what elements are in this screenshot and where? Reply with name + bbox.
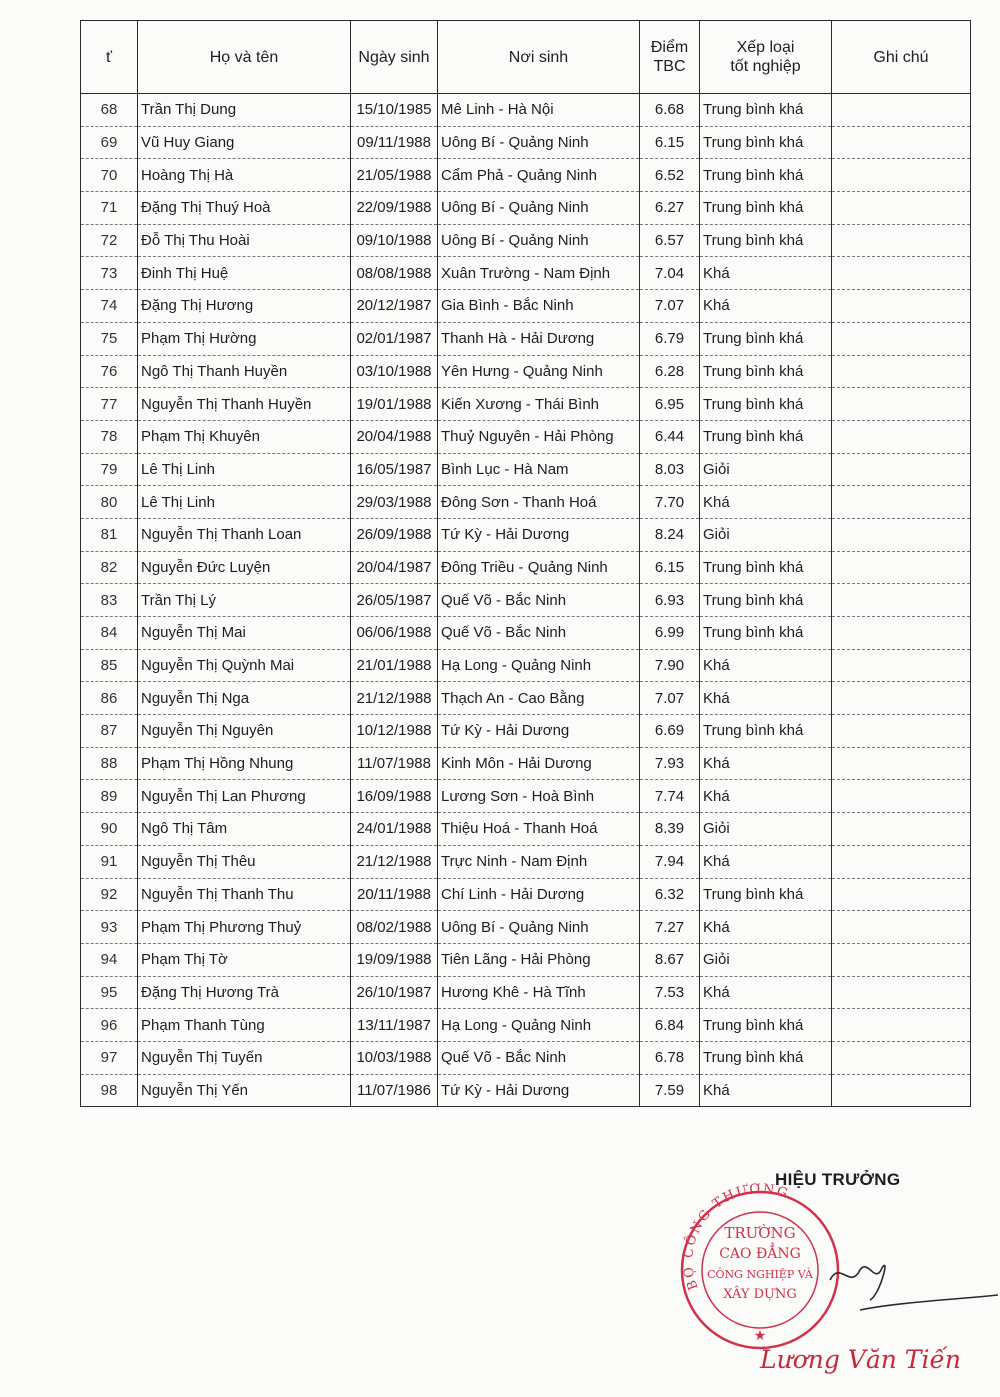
cell-rank: Khá	[700, 682, 832, 715]
cell-stt: 70	[81, 159, 138, 192]
cell-rank: Trung bình khá	[700, 192, 832, 225]
cell-place: Bình Lục - Hà Nam	[438, 453, 640, 486]
cell-place: Thuỷ Nguyên - Hải Phòng	[438, 420, 640, 453]
cell-rank: Trung bình khá	[700, 1009, 832, 1042]
cell-dob: 11/07/1988	[351, 747, 438, 780]
cell-stt: 85	[81, 649, 138, 682]
table-row	[81, 1041, 971, 1074]
cell-place: Tứ Kỳ - Hải Dương	[438, 1074, 640, 1107]
header-note: Ghi chú	[832, 21, 971, 94]
cell-name: Đặng Thị Hương	[138, 290, 351, 323]
cell-dob: 20/11/1988	[351, 878, 438, 911]
table-row	[81, 715, 971, 748]
cell-dob: 29/03/1988	[351, 486, 438, 519]
cell-place: Tứ Kỳ - Hải Dương	[438, 518, 640, 551]
stamp-line1: TRƯỜNG	[724, 1224, 796, 1242]
cell-name: Ngô Thị Thanh Huyền	[138, 355, 351, 388]
cell-rank: Khá	[700, 976, 832, 1009]
stamp-star-icon: ★	[753, 1327, 767, 1343]
cell-place: Mê Linh - Hà Nội	[438, 94, 640, 127]
cell-rank: Khá	[700, 911, 832, 944]
table-row	[81, 813, 971, 846]
cell-stt: 92	[81, 878, 138, 911]
header-rank-line1: Xếp loại	[736, 39, 795, 56]
cell-dob: 26/10/1987	[351, 976, 438, 1009]
cell-score: 6.78	[640, 1041, 700, 1074]
header-score-line1: Điểm	[650, 39, 689, 56]
cell-note	[832, 94, 971, 127]
cell-score: 6.52	[640, 159, 700, 192]
cell-name: Lê Thị Linh	[138, 453, 351, 486]
table-row	[81, 192, 971, 225]
cell-name: Nguyễn Thị Tuyến	[138, 1041, 351, 1074]
cell-dob: 20/04/1987	[351, 551, 438, 584]
cell-score: 6.79	[640, 322, 700, 355]
cell-name: Trần Thị Dung	[138, 94, 351, 127]
cell-stt: 76	[81, 355, 138, 388]
cell-score: 6.32	[640, 878, 700, 911]
cell-score: 7.53	[640, 976, 700, 1009]
cell-stt: 80	[81, 486, 138, 519]
signature-title: HIỆU TRƯỞNG	[775, 1170, 901, 1189]
cell-note	[832, 1041, 971, 1074]
cell-dob: 10/03/1988	[351, 1041, 438, 1074]
cell-dob: 11/07/1986	[351, 1074, 438, 1107]
table-row	[81, 290, 971, 323]
cell-name: Nguyễn Thị Yến	[138, 1074, 351, 1107]
cell-rank: Trung bình khá	[700, 322, 832, 355]
cell-stt: 78	[81, 420, 138, 453]
cell-rank: Trung bình khá	[700, 355, 832, 388]
header-place: Nơi sinh	[438, 21, 640, 94]
cell-dob: 09/11/1988	[351, 126, 438, 159]
cell-rank: Giỏi	[700, 518, 832, 551]
cell-name: Đặng Thị Hương Trà	[138, 976, 351, 1009]
table-row	[81, 94, 971, 127]
header-score	[640, 21, 700, 94]
cell-name: Đỗ Thị Thu Hoài	[138, 224, 351, 257]
cell-place: Uông Bí - Quảng Ninh	[438, 192, 640, 225]
cell-rank: Trung bình khá	[700, 551, 832, 584]
cell-name: Nguyễn Thị Thanh Loan	[138, 518, 351, 551]
table-row	[81, 420, 971, 453]
cell-dob: 03/10/1988	[351, 355, 438, 388]
cell-stt: 97	[81, 1041, 138, 1074]
cell-dob: 19/01/1988	[351, 388, 438, 421]
cell-stt: 89	[81, 780, 138, 813]
table-row	[81, 159, 971, 192]
cell-name: Hoàng Thị Hà	[138, 159, 351, 192]
cell-score: 7.59	[640, 1074, 700, 1107]
cell-note	[832, 257, 971, 290]
cell-note	[832, 715, 971, 748]
cell-place: Gia Bình - Bắc Ninh	[438, 290, 640, 323]
cell-stt: 86	[81, 682, 138, 715]
cell-name: Nguyễn Thị Thanh Huyền	[138, 388, 351, 421]
table-row	[81, 1009, 971, 1042]
cell-dob: 13/11/1987	[351, 1009, 438, 1042]
cell-place: Thiệu Hoá - Thanh Hoá	[438, 813, 640, 846]
cell-rank: Trung bình khá	[700, 1041, 832, 1074]
cell-note	[832, 420, 971, 453]
cell-score: 7.07	[640, 290, 700, 323]
table-row	[81, 780, 971, 813]
cell-place: Quế Võ - Bắc Ninh	[438, 584, 640, 617]
cell-rank: Khá	[700, 486, 832, 519]
cell-name: Phạm Thị Tờ	[138, 943, 351, 976]
cell-score: 7.74	[640, 780, 700, 813]
stamp-line2: CAO ĐẲNG	[719, 1246, 801, 1262]
cell-place: Yên Hưng - Quảng Ninh	[438, 355, 640, 388]
cell-stt: 84	[81, 617, 138, 650]
table-row	[81, 322, 971, 355]
cell-place: Trực Ninh - Nam Định	[438, 845, 640, 878]
cell-score: 7.07	[640, 682, 700, 715]
cell-rank: Trung bình khá	[700, 878, 832, 911]
header-score-line2: TBC	[653, 58, 686, 75]
cell-rank: Khá	[700, 290, 832, 323]
cell-name: Phạm Thị Khuyên	[138, 420, 351, 453]
cell-dob: 16/05/1987	[351, 453, 438, 486]
cell-name: Nguyễn Thị Quỳnh Mai	[138, 649, 351, 682]
table-header	[81, 21, 971, 94]
table-body	[81, 94, 971, 1107]
cell-rank: Trung bình khá	[700, 584, 832, 617]
cell-dob: 09/10/1988	[351, 224, 438, 257]
table-row	[81, 911, 971, 944]
cell-score: 6.99	[640, 617, 700, 650]
cell-rank: Trung bình khá	[700, 617, 832, 650]
table-row	[81, 1074, 971, 1107]
cell-score: 6.27	[640, 192, 700, 225]
cell-name: Phạm Thị Phương Thuỷ	[138, 911, 351, 944]
cell-place: Kiến Xương - Thái Bình	[438, 388, 640, 421]
cell-dob: 02/01/1987	[351, 322, 438, 355]
cell-rank: Khá	[700, 780, 832, 813]
cell-note	[832, 976, 971, 1009]
cell-rank: Giỏi	[700, 813, 832, 846]
cell-score: 7.27	[640, 911, 700, 944]
cell-stt: 91	[81, 845, 138, 878]
cell-place: Chí Linh - Hải Dương	[438, 878, 640, 911]
cell-place: Thanh Hà - Hải Dương	[438, 322, 640, 355]
cell-dob: 26/09/1988	[351, 518, 438, 551]
cell-stt: 73	[81, 257, 138, 290]
cell-rank: Trung bình khá	[700, 224, 832, 257]
cell-place: Quế Võ - Bắc Ninh	[438, 1041, 640, 1074]
cell-dob: 15/10/1985	[351, 94, 438, 127]
cell-stt: 77	[81, 388, 138, 421]
cell-rank: Trung bình khá	[700, 388, 832, 421]
cell-dob: 08/08/1988	[351, 257, 438, 290]
cell-rank: Khá	[700, 845, 832, 878]
cell-name: Nguyễn Thị Thêu	[138, 845, 351, 878]
cell-score: 8.03	[640, 453, 700, 486]
table-row	[81, 257, 971, 290]
cell-dob: 21/05/1988	[351, 159, 438, 192]
header-rank-line2: tốt nghiệp	[730, 58, 801, 75]
cell-score: 6.69	[640, 715, 700, 748]
graduation-list-table	[80, 20, 971, 1107]
stamp-line4: XÂY DỰNG	[723, 1287, 797, 1302]
header-name: Họ và tên	[138, 21, 351, 94]
table-row	[81, 845, 971, 878]
table-row	[81, 747, 971, 780]
cell-stt: 71	[81, 192, 138, 225]
cell-rank: Giỏi	[700, 453, 832, 486]
cell-dob: 21/12/1988	[351, 845, 438, 878]
cell-place: Hương Khê - Hà Tĩnh	[438, 976, 640, 1009]
cell-score: 8.39	[640, 813, 700, 846]
cell-note	[832, 224, 971, 257]
header-row	[81, 21, 971, 94]
cell-note	[832, 617, 971, 650]
cell-stt: 68	[81, 94, 138, 127]
cell-note	[832, 747, 971, 780]
cell-rank: Khá	[700, 747, 832, 780]
table-row	[81, 617, 971, 650]
cell-place: Tiên Lãng - Hải Phòng	[438, 943, 640, 976]
cell-note	[832, 584, 971, 617]
cell-note	[832, 1009, 971, 1042]
cell-dob: 26/05/1987	[351, 584, 438, 617]
cell-rank: Trung bình khá	[700, 94, 832, 127]
stamp-ring-text: BỘ CÔNG THƯƠNG	[681, 1181, 792, 1292]
header-stt: ť	[81, 21, 138, 94]
cell-stt: 93	[81, 911, 138, 944]
cell-score: 6.93	[640, 584, 700, 617]
table-row	[81, 878, 971, 911]
cell-note	[832, 682, 971, 715]
cell-score: 7.70	[640, 486, 700, 519]
cell-name: Đặng Thị Thuý Hoà	[138, 192, 351, 225]
cell-name: Phạm Thị Hường	[138, 322, 351, 355]
cell-dob: 22/09/1988	[351, 192, 438, 225]
cell-dob: 20/12/1987	[351, 290, 438, 323]
cell-stt: 83	[81, 584, 138, 617]
cell-name: Ngô Thị Tâm	[138, 813, 351, 846]
cell-note	[832, 355, 971, 388]
cell-score: 6.95	[640, 388, 700, 421]
cell-stt: 94	[81, 943, 138, 976]
table-row	[81, 355, 971, 388]
cell-note	[832, 290, 971, 323]
cell-note	[832, 192, 971, 225]
header-rank	[700, 21, 832, 94]
table-row	[81, 453, 971, 486]
cell-place: Uông Bí - Quảng Ninh	[438, 224, 640, 257]
cell-note	[832, 126, 971, 159]
table-row	[81, 224, 971, 257]
cell-note	[832, 551, 971, 584]
cell-name: Nguyễn Thị Lan Phương	[138, 780, 351, 813]
cell-rank: Giỏi	[700, 943, 832, 976]
cell-dob: 20/04/1988	[351, 420, 438, 453]
table-row	[81, 518, 971, 551]
cell-stt: 95	[81, 976, 138, 1009]
cell-place: Đông Sơn - Thanh Hoá	[438, 486, 640, 519]
cell-name: Đinh Thị Huệ	[138, 257, 351, 290]
table-row	[81, 486, 971, 519]
cell-note	[832, 878, 971, 911]
cell-note	[832, 159, 971, 192]
cell-score: 6.68	[640, 94, 700, 127]
graduation-list-table-wrapper	[80, 20, 970, 1107]
cell-rank: Khá	[700, 649, 832, 682]
cell-place: Lương Sơn - Hoà Bình	[438, 780, 640, 813]
cell-place: Hạ Long - Quảng Ninh	[438, 649, 640, 682]
cell-stt: 82	[81, 551, 138, 584]
cell-score: 7.93	[640, 747, 700, 780]
cell-stt: 88	[81, 747, 138, 780]
cell-score: 8.24	[640, 518, 700, 551]
cell-score: 6.84	[640, 1009, 700, 1042]
cell-place: Đông Triều - Quảng Ninh	[438, 551, 640, 584]
cell-stt: 72	[81, 224, 138, 257]
cell-rank: Khá	[700, 1074, 832, 1107]
cell-name: Lê Thị Linh	[138, 486, 351, 519]
cell-stt: 96	[81, 1009, 138, 1042]
cell-stt: 75	[81, 322, 138, 355]
cell-score: 7.04	[640, 257, 700, 290]
cell-name: Phạm Thanh Tùng	[138, 1009, 351, 1042]
cell-stt: 81	[81, 518, 138, 551]
cell-score: 6.57	[640, 224, 700, 257]
cell-name: Nguyễn Đức Luyện	[138, 551, 351, 584]
table-row	[81, 584, 971, 617]
handwritten-signature-stroke	[820, 1240, 1000, 1320]
cell-stt: 79	[81, 453, 138, 486]
signer-name: Lương Văn Tiến	[760, 1345, 961, 1374]
cell-dob: 24/01/1988	[351, 813, 438, 846]
cell-place: Thạch An - Cao Bằng	[438, 682, 640, 715]
cell-dob: 19/09/1988	[351, 943, 438, 976]
cell-note	[832, 780, 971, 813]
header-dob: Ngày sinh	[351, 21, 438, 94]
cell-name: Nguyễn Thị Mai	[138, 617, 351, 650]
cell-stt: 74	[81, 290, 138, 323]
cell-score: 7.94	[640, 845, 700, 878]
cell-score: 6.15	[640, 126, 700, 159]
cell-dob: 10/12/1988	[351, 715, 438, 748]
cell-note	[832, 1074, 971, 1107]
cell-name: Nguyễn Thị Nguyên	[138, 715, 351, 748]
cell-name: Trần Thị Lý	[138, 584, 351, 617]
stamp-line3: CÔNG NGHIỆP VÀ	[707, 1268, 813, 1281]
cell-note	[832, 486, 971, 519]
cell-rank: Trung bình khá	[700, 159, 832, 192]
cell-note	[832, 911, 971, 944]
cell-note	[832, 813, 971, 846]
cell-place: Hạ Long - Quảng Ninh	[438, 1009, 640, 1042]
table-row	[81, 976, 971, 1009]
cell-place: Kinh Môn - Hải Dương	[438, 747, 640, 780]
cell-stt: 69	[81, 126, 138, 159]
cell-note	[832, 388, 971, 421]
cell-name: Phạm Thị Hồng Nhung	[138, 747, 351, 780]
cell-name: Nguyễn Thị Nga	[138, 682, 351, 715]
cell-note	[832, 518, 971, 551]
table-row	[81, 649, 971, 682]
cell-note	[832, 845, 971, 878]
cell-rank: Trung bình khá	[700, 715, 832, 748]
cell-rank: Trung bình khá	[700, 420, 832, 453]
cell-dob: 21/12/1988	[351, 682, 438, 715]
table-row	[81, 388, 971, 421]
cell-place: Uông Bí - Quảng Ninh	[438, 911, 640, 944]
cell-stt: 98	[81, 1074, 138, 1107]
cell-place: Cẩm Phả - Quảng Ninh	[438, 159, 640, 192]
cell-dob: 06/06/1988	[351, 617, 438, 650]
cell-score: 6.28	[640, 355, 700, 388]
cell-name: Nguyễn Thị Thanh Thu	[138, 878, 351, 911]
cell-place: Uông Bí - Quảng Ninh	[438, 126, 640, 159]
table-row	[81, 682, 971, 715]
table-row	[81, 943, 971, 976]
cell-stt: 87	[81, 715, 138, 748]
cell-note	[832, 649, 971, 682]
cell-score: 7.90	[640, 649, 700, 682]
cell-dob: 16/09/1988	[351, 780, 438, 813]
cell-name: Vũ Huy Giang	[138, 126, 351, 159]
cell-dob: 21/01/1988	[351, 649, 438, 682]
cell-place: Xuân Trường - Nam Định	[438, 257, 640, 290]
cell-note	[832, 943, 971, 976]
cell-stt: 90	[81, 813, 138, 846]
school-stamp	[676, 1178, 844, 1368]
cell-score: 6.44	[640, 420, 700, 453]
cell-note	[832, 322, 971, 355]
cell-note	[832, 453, 971, 486]
table-row	[81, 551, 971, 584]
cell-score: 6.15	[640, 551, 700, 584]
cell-dob: 08/02/1988	[351, 911, 438, 944]
table-row	[81, 126, 971, 159]
cell-place: Quế Võ - Bắc Ninh	[438, 617, 640, 650]
cell-rank: Trung bình khá	[700, 126, 832, 159]
cell-place: Tứ Kỳ - Hải Dương	[438, 715, 640, 748]
cell-rank: Khá	[700, 257, 832, 290]
cell-score: 8.67	[640, 943, 700, 976]
